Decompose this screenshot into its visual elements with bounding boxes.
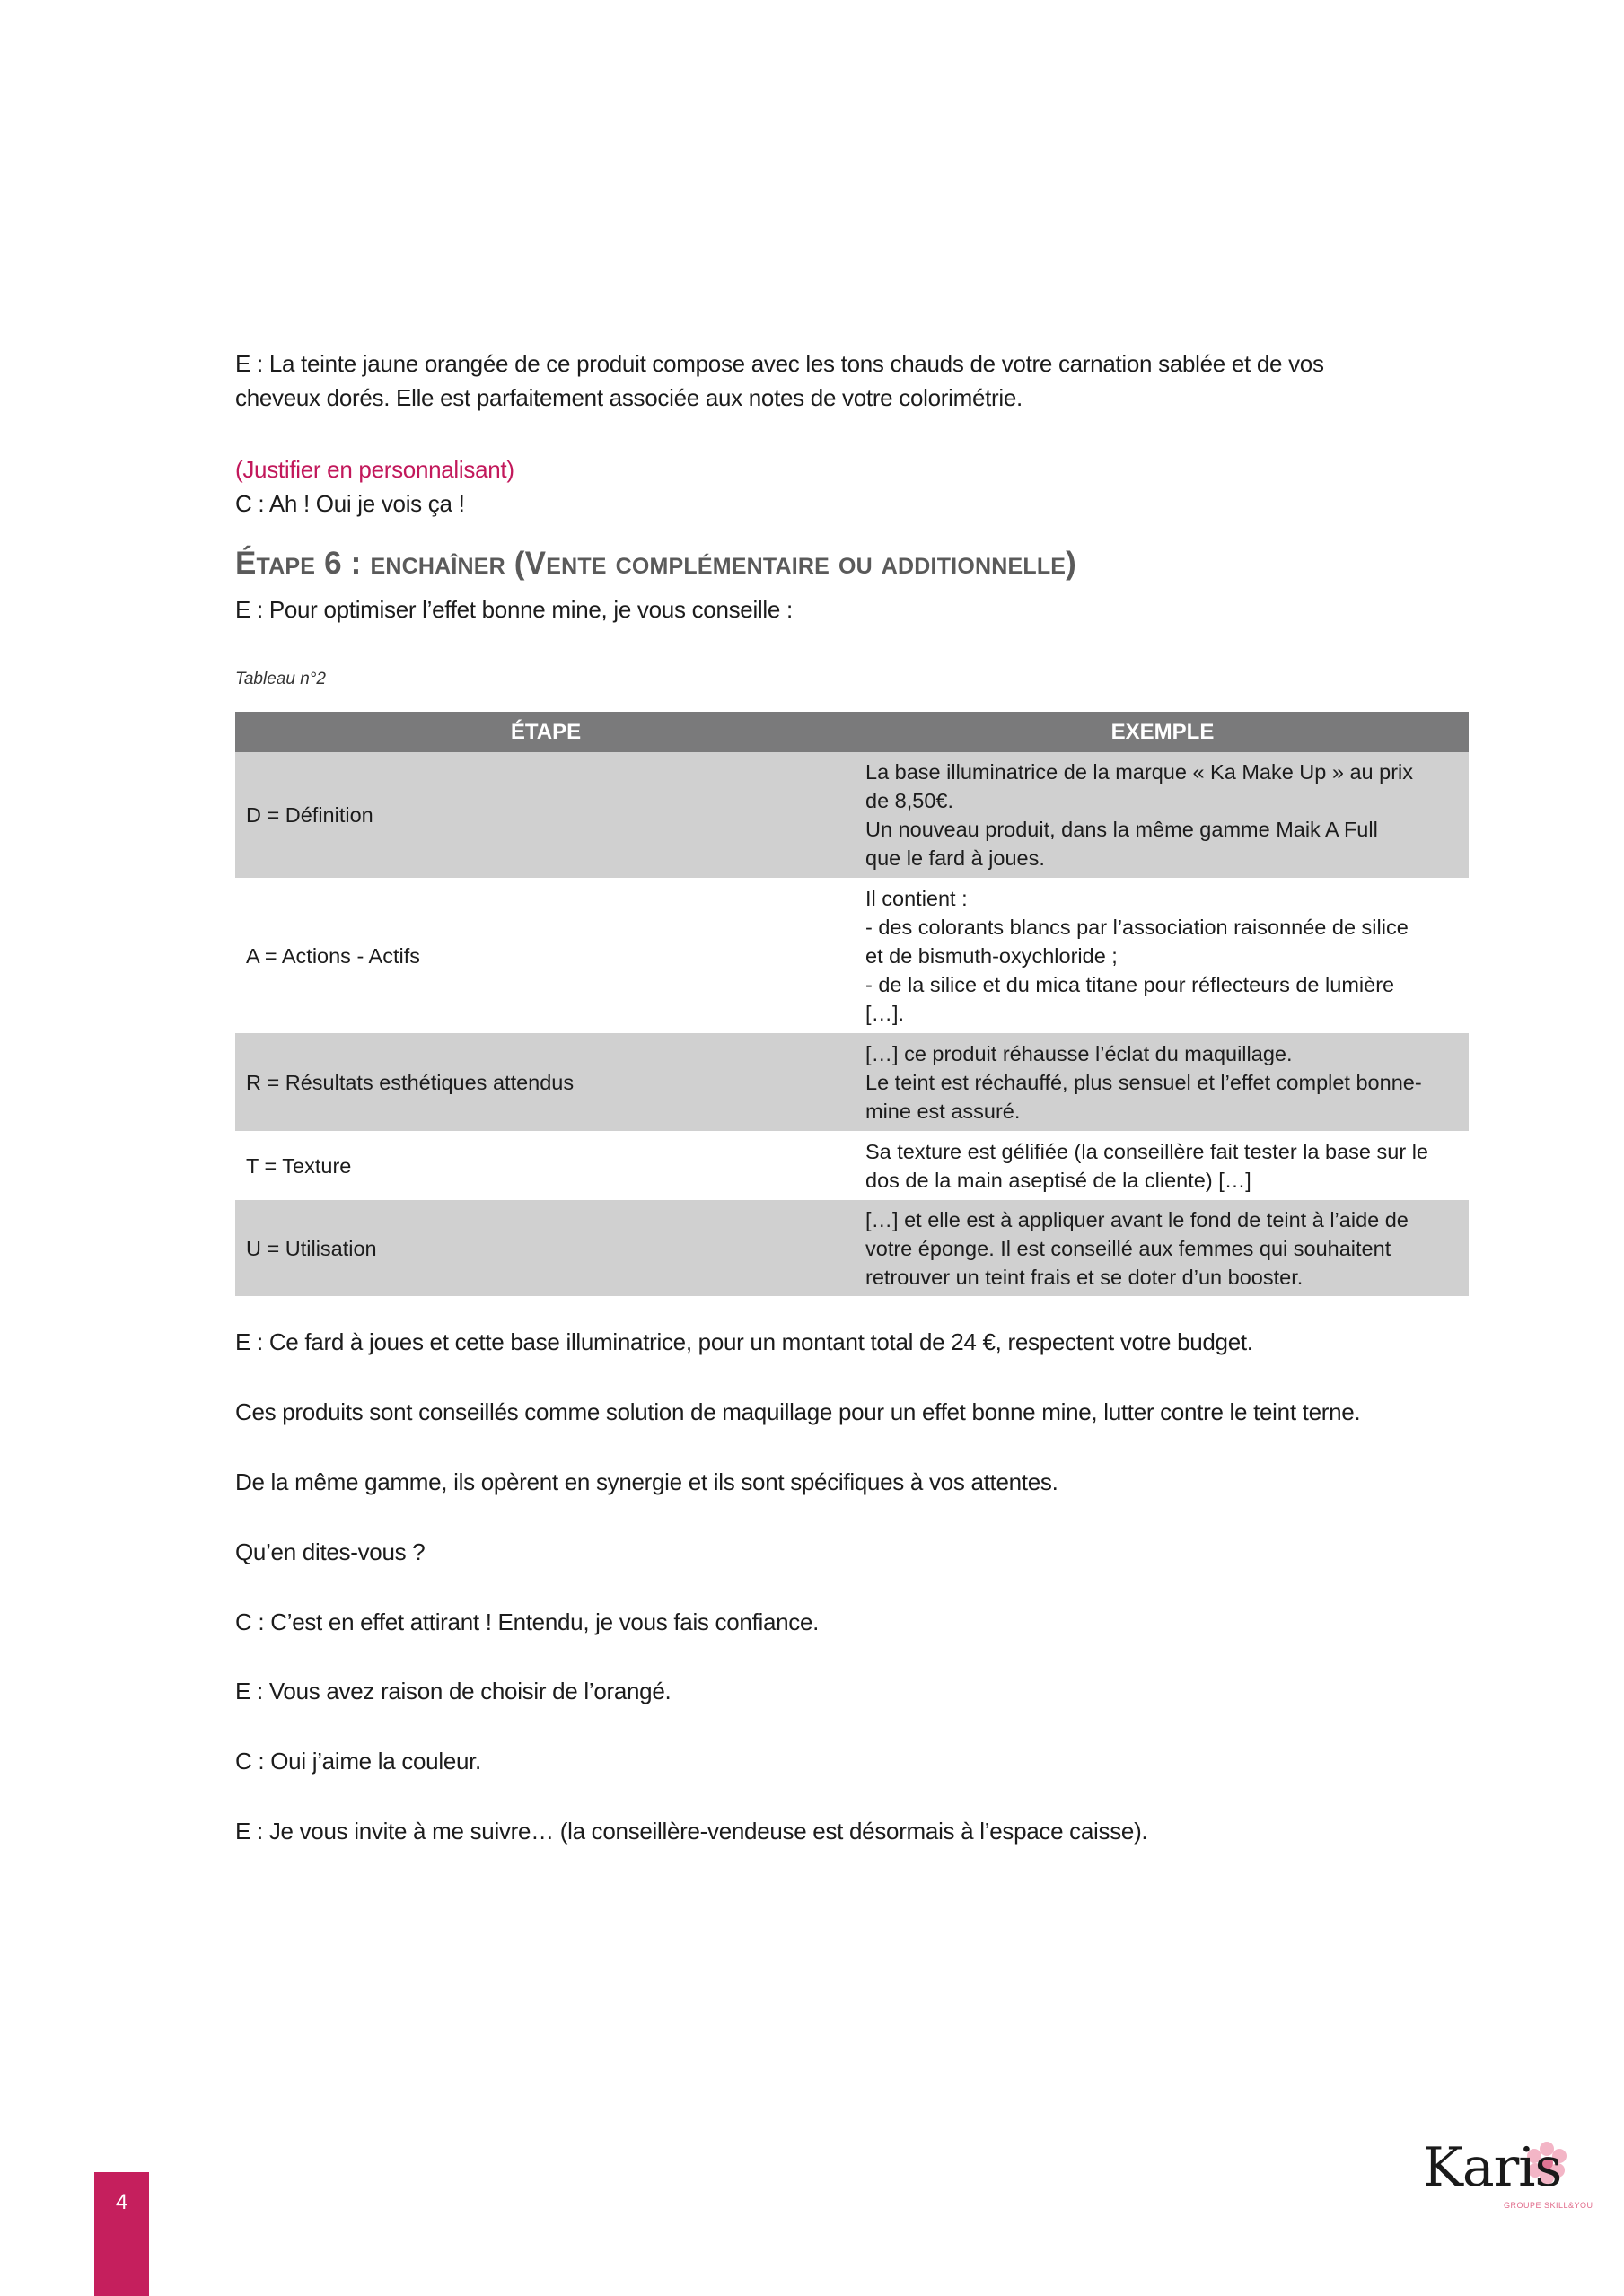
dialogue-line: E : Vous avez raison de choisir de l’orangé. [235, 1678, 672, 1704]
table-row [235, 1033, 1469, 1131]
section-lead: E : Pour optimiser l’effet bonne mine, je vous conseille : [235, 596, 793, 623]
dialogue-line: E : Ce fard à joues et cette base illuminatrice, pour un montant total de 24 €, respectent votre budget. [235, 1328, 1253, 1355]
logo-subtitle: GROUPE SKILL&YOU [1504, 2201, 1593, 2210]
example-cell: Il contient : - des colorants blancs par l’association raisonnée de silice et de bismuth-oxychloride ; - de la silice et du mica titane pour réflecteurs de lumière […]. [856, 878, 1469, 1033]
dialogue-line: De la même gamme, ils opèrent en synergie et ils sont spécifiques à vos attentes. [235, 1468, 1058, 1495]
dialogue-line: Ces produits sont conseillés comme solution de maquillage pour un effet bonne mine, lutter contre le teint terne. [235, 1398, 1361, 1425]
intro-line-2: cheveux dorés. Elle est parfaitement associée aux notes de votre colorimétrie. [235, 384, 1023, 411]
page-number: 4 [115, 2190, 128, 2214]
table-row [235, 752, 1469, 878]
dialogue-line: C : Oui j’aime la couleur. [235, 1748, 481, 1775]
example-cell: […] ce produit réhausse l’éclat du maquillage. Le teint est réchauffé, plus sensuel et l’effet complet bonne- mine est assuré. [856, 1033, 1469, 1131]
table-row [235, 1131, 1469, 1200]
header-etape: ÉTAPE [235, 712, 856, 752]
table-caption: Tableau n°2 [235, 670, 326, 688]
example-cell: La base illuminatrice de la marque « Ka Make Up » au prix de 8,50€. Un nouveau produit, dans la même gamme Maik A Full que le fard à joues. [856, 752, 1469, 878]
intro-line-1: E : La teinte jaune orangée de ce produit compose avec les tons chauds de votre carnation sablée et de vos [235, 350, 1324, 377]
client-reply: C : Ah ! Oui je vois ça ! [235, 490, 465, 517]
dialogue-line: Qu’en dites-vous ? [235, 1538, 426, 1565]
dialogue-line: E : Je vous invite à me suivre… (la conseillère-vendeuse est désormais à l’espace caisse). [235, 1818, 1148, 1845]
header-exemple: EXEMPLE [856, 712, 1469, 752]
logo-wordmark: Karis [1423, 2136, 1562, 2199]
dialogue-line: C : C’est en effet attirant ! Entendu, je vous fais confiance. [235, 1608, 820, 1635]
dartu-table [235, 712, 1469, 1296]
table-header-row [235, 712, 1469, 752]
step-cell: D = Définition [235, 752, 856, 878]
step-cell: A = Actions - Actifs [235, 878, 856, 1033]
step-cell: U = Utilisation [235, 1200, 856, 1296]
table-row [235, 878, 1469, 1033]
page-number-tab [94, 2172, 149, 2296]
section-heading: Étape 6 : enchaîner (Vente complémentaire ou additionnelle) [235, 546, 1077, 581]
step-cell: R = Résultats esthétiques attendus [235, 1033, 856, 1131]
example-cell: […] et elle est à appliquer avant le fond de teint à l’aide de votre éponge. Il est conseillé aux femmes qui souhaitent retrouver un teint frais et se doter d’un booster. [856, 1200, 1469, 1296]
karis-logo [1423, 2136, 1593, 2217]
stage-direction-note: (Justifier en personnalisant) [235, 456, 514, 483]
table-row [235, 1200, 1469, 1296]
step-cell: T = Texture [235, 1131, 856, 1200]
example-cell: Sa texture est gélifiée (la conseillère fait tester la base sur le dos de la main aseptisé de la cliente) […] [856, 1131, 1469, 1200]
